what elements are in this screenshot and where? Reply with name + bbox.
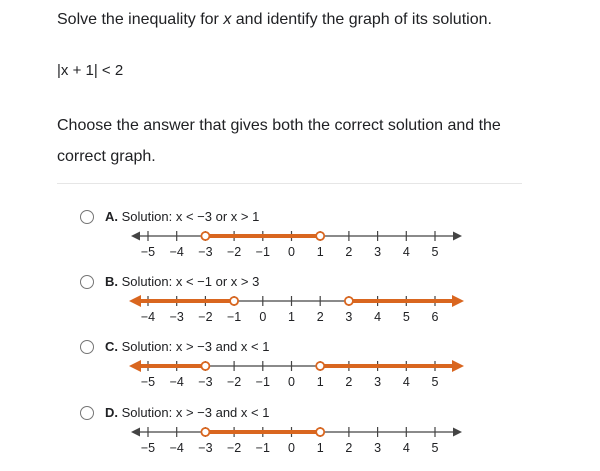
number-line [76,404,476,464]
tick-label: −3 [198,375,213,389]
option-solution: x > −3 and x < 1 [175,339,270,354]
tick-label: 5 [431,245,439,259]
open-point [201,232,209,240]
tick-label: −1 [255,245,270,259]
tick-label: −4 [140,310,156,324]
option-b[interactable] [76,273,476,333]
option-solution: x < −3 or x > 1 [175,209,260,224]
tick-label: −3 [198,245,213,259]
tick-label: 1 [316,441,324,455]
axis-arrow-right [453,428,462,437]
inequality: |x + 1| < 2 [57,62,124,79]
tick-label: 4 [402,441,410,455]
tick-label: −4 [169,245,184,259]
tick-label: 4 [402,375,410,389]
tick-label: 3 [374,375,382,389]
tick-label: −4 [169,441,184,455]
question-prompt-var: x [223,11,232,28]
tick-label: −2 [198,310,213,324]
tick-label: 0 [259,310,267,324]
tick-label: 3 [374,441,382,455]
tick-label: 1 [316,245,324,259]
tick-label: 3 [345,310,353,324]
tick-label: 5 [402,310,410,324]
tick-label: 5 [431,375,439,389]
number-line [76,273,476,333]
option-letter: D. [105,405,118,420]
tick-label: −5 [140,375,156,389]
tick-label: 6 [431,310,439,324]
tick-label: −2 [226,375,242,389]
open-point [316,428,324,436]
tick-label: −1 [226,310,242,324]
tick-label: 2 [345,375,353,389]
tick-label: 0 [288,375,295,389]
tick-label: −5 [140,441,156,455]
axis-arrow-left [131,232,140,241]
open-point [316,362,324,370]
option-label: Solution: [121,274,173,289]
solution-arrow-left [129,295,141,307]
solution-arrow-right [452,360,464,372]
option-letter: C. [105,339,118,354]
option-letter: A. [105,209,118,224]
option-d[interactable] [76,404,476,464]
tick-label: −3 [198,441,213,455]
option-label: Solution: [121,405,173,420]
tick-label: 1 [316,375,324,389]
tick-label: −1 [255,375,270,389]
open-point [316,232,324,240]
option-a[interactable] [76,208,476,268]
open-point [201,362,209,370]
open-point [345,297,353,305]
axis-arrow-right [453,232,462,241]
solution-arrow-right [452,295,464,307]
tick-label: 1 [288,310,295,324]
tick-label: 3 [374,245,382,259]
question-prompt [57,10,492,30]
tick-label: −2 [226,245,242,259]
tick-label: 2 [316,310,324,324]
tick-label: 0 [288,441,295,455]
axis-arrow-left [131,428,140,437]
divider [57,183,522,184]
option-letter: B. [105,274,118,289]
option-label: Solution: [121,209,173,224]
question-prompt-pre: Solve the inequality for [57,11,224,28]
tick-label: −2 [226,441,242,455]
tick-label: −5 [140,245,156,259]
tick-label: 0 [288,245,295,259]
number-line [76,208,476,268]
option-label: Solution: [121,339,173,354]
option-c[interactable] [76,338,476,398]
instruction-text: Choose the answer that gives both the correct solution and the correct graph. [57,117,501,165]
option-solution: x < −1 or x > 3 [175,274,260,289]
tick-label: 2 [345,245,353,259]
tick-label: 5 [431,441,439,455]
tick-label: −4 [169,375,184,389]
number-line [76,338,476,398]
tick-label: 4 [402,245,410,259]
option-solution: x > −3 and x < 1 [175,405,270,420]
tick-label: −1 [255,441,270,455]
solution-arrow-left [129,360,141,372]
question-prompt-post: and identify the graph of its solution. [231,11,492,28]
open-point [201,428,209,436]
tick-label: −3 [169,310,184,324]
tick-label: 4 [374,310,382,324]
open-point [230,297,238,305]
tick-label: 2 [345,441,353,455]
